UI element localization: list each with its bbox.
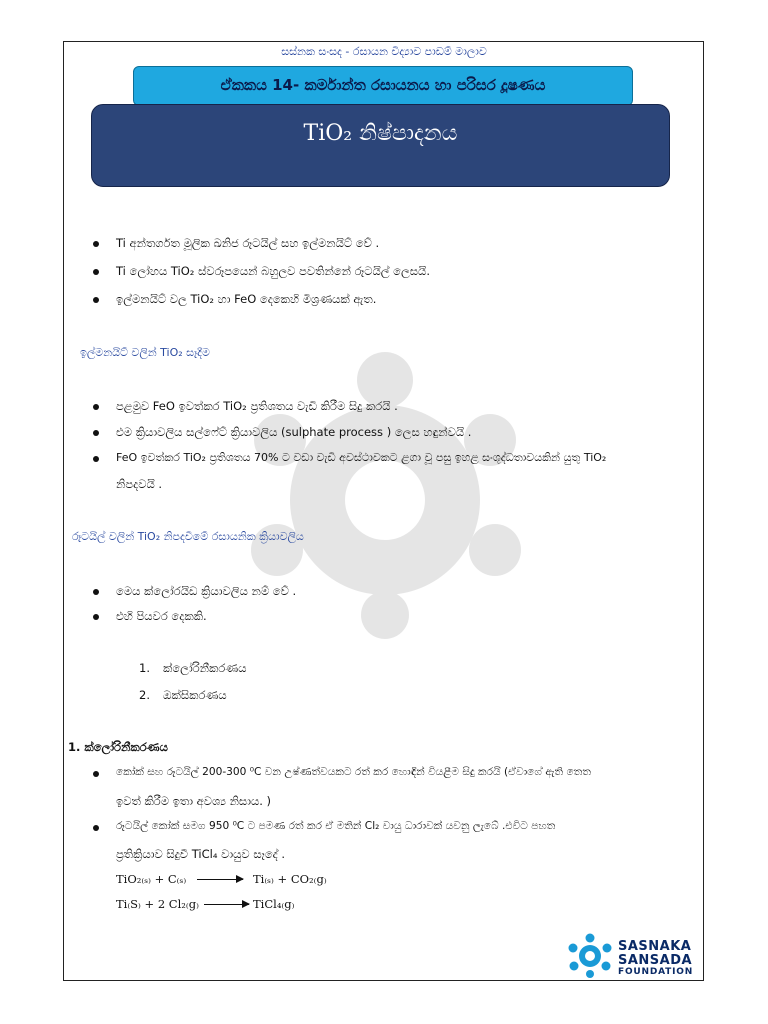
logo-text-line3: FOUNDATION <box>618 967 694 977</box>
intro-bullet-1: Ti අන්තර්ගත මූලික ඛනිජ රූටයිල් සහ ඉල්මනයිට් වේ . <box>116 236 380 250</box>
bullet-dot <box>93 456 99 462</box>
reaction-arrow <box>204 904 249 905</box>
bullet-dot <box>93 589 99 595</box>
section3-bullet-1-cont: ඉවත් කිරීම ඉතා අවශ්‍ය නිසාය. ) <box>116 794 272 808</box>
equation-1-reactants: TiO₂₍ₛ₎ + C₍ₛ₎ <box>116 872 187 886</box>
equation-2-reactants: Ti₍S₎ + 2 Cl₂₍g₎ <box>116 897 199 911</box>
section1-bullet-1: පළමුව FeO ඉවත්කර TiO₂ ප්‍රතිශතය වැඩි කිරීම සිදු කරයි . <box>116 399 398 413</box>
bullet-dot <box>93 404 99 410</box>
step-number: 1. <box>139 661 150 675</box>
unit-title: ඒකකය 14- කර්මාන්ත රසායනය හා පරිසර දූෂණය <box>220 76 546 94</box>
equation-2-products: TiCl₄₍g₎ <box>253 897 295 911</box>
bullet-dot <box>93 430 99 436</box>
intro-bullet-3: ඉල්මනයිට් වල TiO₂ හා FeO දෙකෙහි මිශ්‍රණයක් ඇත. <box>116 292 377 306</box>
section1-bullet-2: එම ක්‍රියාවලිය සල්ෆේට් ක්‍රියාවලිය (sulphate process ) ලෙස හඳුන්වයි . <box>116 425 472 439</box>
sasnaka-logo <box>566 933 696 978</box>
bullet-dot <box>93 297 99 303</box>
section1-bullet-3-cont: නිපදවයි . <box>116 477 163 491</box>
section-heading-ilmenite: ඉල්මනයිට් වලින් TiO₂ සෑදීම <box>80 346 210 359</box>
section3-bullet-2-cont: ප්‍රතික්‍රියාව සිදුවී TiCl₄ වායුව සෑදේ . <box>116 847 286 861</box>
section-heading-chlorination: 1. ක්ලෝරිනීකරණය <box>68 740 168 754</box>
section3-bullet-2: රූටයිල් කෝක් සමග 950 ⁰C ට පමණ රත් කර ඒ මතින් Cl₂ වායු ධාරාවක් යවනු ලැබේ .එවිට පහත <box>116 820 556 832</box>
bullet-dot <box>93 825 99 831</box>
title-banner <box>91 104 670 187</box>
page-title: TiO₂ නිෂ්පාදනය <box>303 121 458 146</box>
section3-bullet-1: කෝක් සහ රූටයිල් 200-300 ⁰C වන උෂ්ණත්වයකට රත් කර හොඳින් වියළීම සිදු කරයි (ඒවාගේ ඇති තෙත <box>116 766 591 778</box>
bullet-dot <box>93 771 99 777</box>
equation-1-products: Ti₍ₛ₎ + CO₂₍g₎ <box>253 872 327 886</box>
section-heading-rutile: රූටයිල් වලින් TiO₂ නිපදවීමේ රසායනික ක්‍රියාවලිය <box>72 530 304 543</box>
series-title: සස්නක සංසද - රසායන විද්‍යාව පාඩම් මාලාව <box>281 45 487 58</box>
bullet-dot <box>93 269 99 275</box>
logo-emblem-icon <box>566 933 614 978</box>
bullet-dot <box>93 241 99 247</box>
section1-bullet-3: FeO ඉවත්කර TiO₂ ප්‍රතිශතය 70% ට වඩා වැඩි අවස්ථාවකට ළගා වූ පසු ඉහළ සංශුද්ධතාවයකින් යුතු TiO₂ <box>116 451 607 464</box>
reaction-arrow <box>197 879 243 880</box>
logo-text-line1: SASNAKA <box>618 939 692 954</box>
step-label: ක්ලෝරිනීකරණය <box>163 661 247 675</box>
section2-bullet-2: එහි පියවර දෙකකි. <box>116 609 207 623</box>
step-label: ඔක්සිකරණය <box>163 688 227 702</box>
intro-bullet-2: Ti ලෝහය TiO₂ ස්වරූපයෙන් බහුලව පවතින්නේ රූටයිල් ලෙසයි. <box>116 264 430 278</box>
step-number: 2. <box>139 688 150 702</box>
bullet-dot <box>93 614 99 620</box>
logo-text-line2: SANSADA <box>618 953 693 968</box>
unit-banner <box>133 66 633 106</box>
section2-bullet-1: මෙය ක්ලෝරයිඩ ක්‍රියාවලිය නම් වේ . <box>116 584 297 598</box>
